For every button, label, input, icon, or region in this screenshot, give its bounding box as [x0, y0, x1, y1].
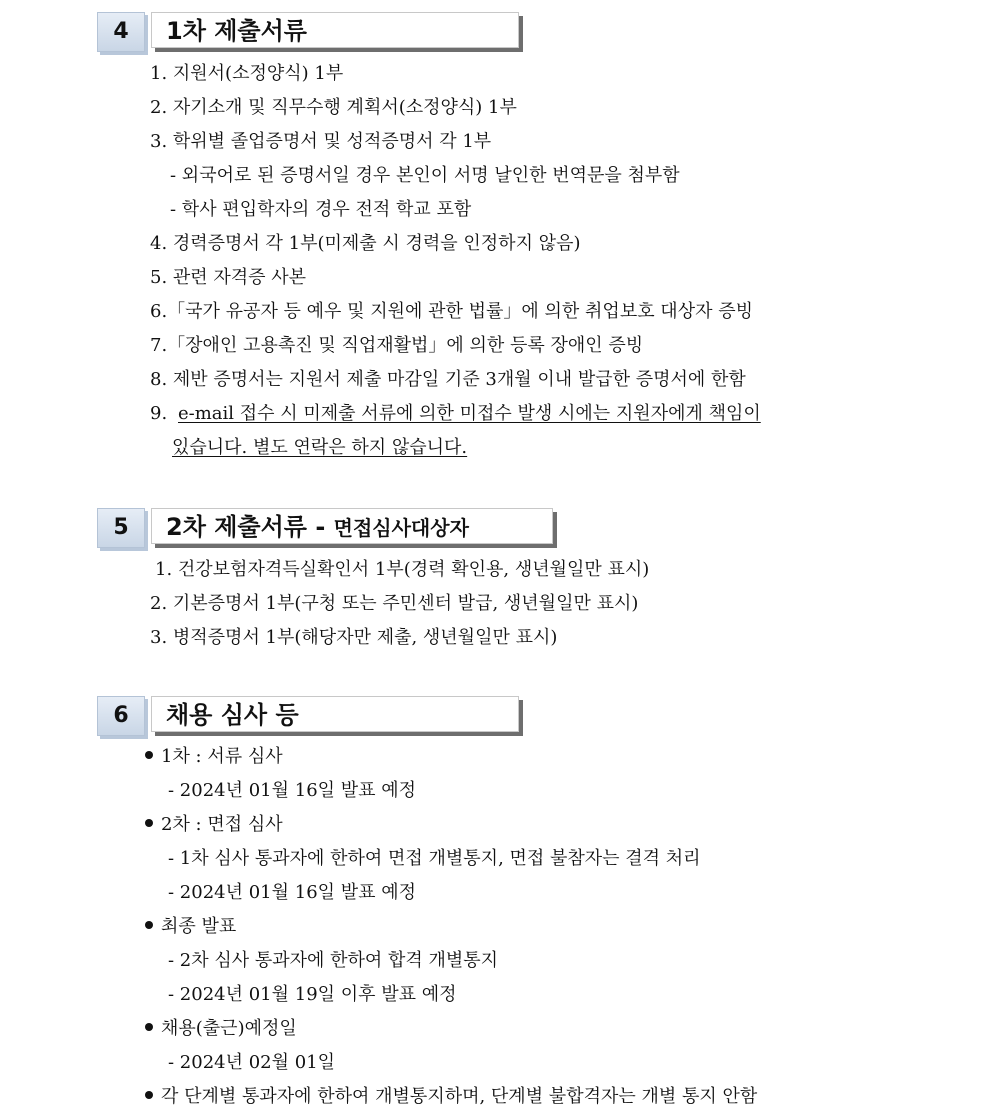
- list-subitem: - 2024년 02월 01일: [168, 1052, 336, 1073]
- list-item: 7.「장애인 고용촉진 및 직업재활법」에 의한 등록 장애인 증빙: [150, 335, 644, 356]
- list-subitem: - 1차 심사 통과자에 한하여 면접 개별통지, 면접 불참자는 결격 처리: [168, 848, 701, 869]
- list-subitem: - 학사 편입학자의 경우 전적 학교 포함: [170, 199, 472, 220]
- bullet-text: 채용(출근)예정일: [161, 1018, 297, 1039]
- list-item-number: 9.: [150, 403, 168, 424]
- list-item: 2. 자기소개 및 직무수행 계획서(소정양식) 1부: [150, 97, 517, 118]
- list-item: 5. 관련 자격증 사본: [150, 267, 307, 288]
- section-number: 6: [97, 696, 145, 736]
- bullet-icon: [145, 1091, 153, 1099]
- list-item: 3. 병적증명서 1부(해당자만 제출, 생년월일만 표시): [150, 627, 558, 648]
- bullet-icon: [145, 751, 153, 759]
- bullet-icon: [145, 1023, 153, 1031]
- list-item: 3. 학위별 졸업증명서 및 성적증명서 각 1부: [150, 131, 492, 152]
- bullet-icon: [145, 921, 153, 929]
- list-subitem: - 2024년 01월 19일 이후 발표 예정: [168, 984, 457, 1005]
- bullet-text: 1차 : 서류 심사: [161, 746, 283, 767]
- list-item: 8. 제반 증명서는 지원서 제출 마감일 기준 3개월 이내 발급한 증명서에 한함: [150, 369, 746, 390]
- list-subitem: - 2024년 01월 16일 발표 예정: [168, 882, 417, 903]
- bullet-text: 최종 발표: [161, 916, 237, 937]
- section-title: [151, 508, 553, 544]
- list-item: 1. 지원서(소정양식) 1부: [150, 63, 344, 84]
- section-number: 4: [97, 12, 145, 52]
- bullet-item: [145, 745, 283, 769]
- bullet-item: [145, 915, 236, 939]
- section-6-header: [97, 696, 527, 738]
- section-title-sub: 면접심사대상자: [333, 516, 469, 540]
- bullet-text: 2차 : 면접 심사: [161, 814, 283, 835]
- list-item: 6.「국가 유공자 등 예우 및 지원에 관한 법률」에 의한 취업보호 대상자 증빙: [150, 301, 753, 322]
- section-title-main: 2차 제출서류 -: [166, 513, 334, 541]
- section-title: 채용 심사 등: [151, 696, 519, 732]
- list-subitem: - 외국어로 된 증명서일 경우 본인이 서명 날인한 번역문을 첨부함: [170, 165, 680, 186]
- bullet-item: [145, 813, 283, 837]
- bullet-icon: [145, 819, 153, 827]
- notice-text-continued: 있습니다. 별도 연락은 하지 않습니다.: [172, 437, 468, 458]
- section-title: 1차 제출서류: [151, 12, 519, 48]
- notice-text: e-mail 접수 시 미제출 서류에 의한 미접수 발생 시에는 지원자에게 책임이: [178, 403, 761, 424]
- list-item: 4. 경력증명서 각 1부(미제출 시 경력을 인정하지 않음): [150, 233, 581, 254]
- bullet-text: 각 단계별 통과자에 한하여 개별통지하며, 단계별 불합격자는 개별 통지 안함: [161, 1086, 758, 1107]
- list-subitem: - 2024년 01월 16일 발표 예정: [168, 780, 417, 801]
- section-4-header: [97, 12, 527, 54]
- list-item: 1. 건강보험자격득실확인서 1부(경력 확인용, 생년월일만 표시): [155, 559, 650, 580]
- section-number: 5: [97, 508, 145, 548]
- list-subitem: - 2차 심사 통과자에 한하여 합격 개별통지: [168, 950, 499, 971]
- bullet-item: [145, 1017, 297, 1041]
- list-item: 2. 기본증명서 1부(구청 또는 주민센터 발급, 생년월일만 표시): [150, 593, 639, 614]
- bullet-item: [145, 1085, 757, 1109]
- section-5-header: [97, 508, 567, 550]
